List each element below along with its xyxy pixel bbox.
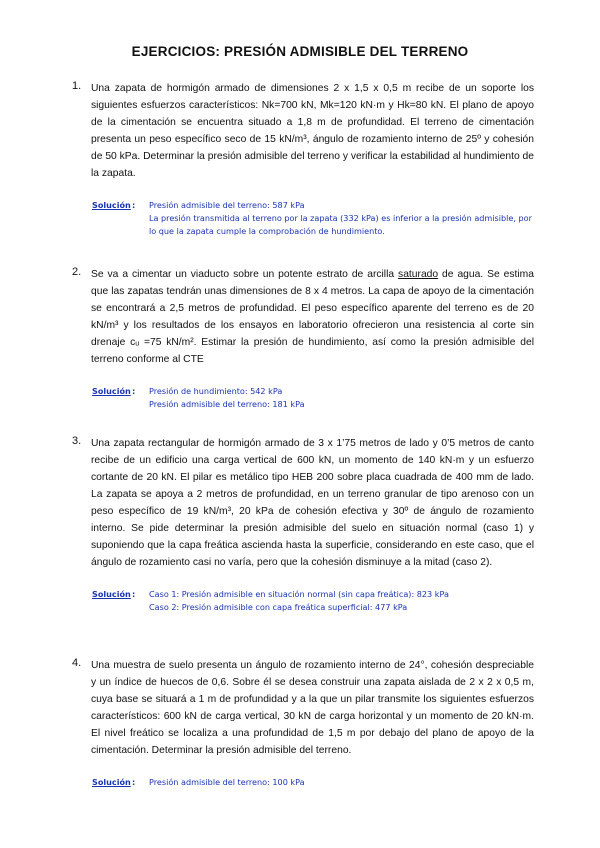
solution-line: Presión admisible del terreno: 587 kPa — [149, 200, 305, 210]
solution-colon: : — [132, 777, 136, 787]
solution-line: Presión admisible del terreno: 100 kPa — [149, 777, 305, 787]
exercise-number: 3. — [72, 435, 82, 447]
solution-colon: : — [132, 589, 136, 599]
exercise-2 — [72, 266, 534, 411]
solution-line: Presión admisible del terreno: 181 kPa — [149, 399, 305, 410]
underlined-word: saturado — [398, 269, 439, 280]
exercise-statement: Una zapata de hormigón armado de dimensiones 2 x 1,5 x 0,5 m recibe de un soporte los siguientes esfuerzos característicos: Nk=700 kN, Mk=120 kN·m y Hk=80 kN. El plano de apoyo de la cimentación se encuentra situado a 1,8 m de profundidad. El terreno de cimentación presenta un peso específico seco de 15 kN/m³, ángulo de rozamiento interno de 25º y cohesión de 50 kPa. Determinar la presión admisible del terreno y verificar la estabilidad al hundimiento de la zapata. — [91, 83, 535, 179]
statement-part: de agua. Se estima que las zapatas tendrán unas dimensiones de 8 x 4 metros. La capa de apoyo de la cimentación se encontrará a 2,5 metros de profundidad. El peso específico aparente del terreno es de 20 kN/m³ y los resultados de los ensayos en laboratorio ofrecieron una resistencia al corte sin drenaje cᵤ =75 kN/m². Estimar la presión de hundimiento, así como la presión admisible del terreno conforme al CTE — [91, 269, 534, 365]
solution-block — [92, 776, 534, 789]
statement-part: Se va a cimentar un viaducto sobre un potente estrato de arcilla — [91, 269, 399, 280]
exercise-1 — [72, 80, 534, 239]
solution-label: Solución — [92, 777, 131, 787]
exercise-number: 4. — [72, 657, 82, 669]
exercise-4 — [72, 657, 534, 789]
page-title: EJERCICIOS: PRESIÓN ADMISIBLE DEL TERRENO — [131, 44, 469, 59]
exercise-3 — [72, 435, 534, 614]
solution-block — [92, 385, 534, 411]
solution-label: Solución — [92, 200, 131, 210]
solution-block — [92, 588, 534, 614]
solution-line: La presión transmitida al terreno por la zapata (332 kPa) es inferior a la presión admisible, por lo que la zapata cumple la comprobación de hundimiento. — [149, 213, 532, 237]
solution-label: Solución — [92, 589, 131, 599]
solution-colon: : — [132, 200, 136, 210]
solution-label: Solución — [92, 386, 131, 396]
exercise-statement: Una zapata rectangular de hormigón armado de 3 x 1’75 metros de lado y 0’5 metros de canto recibe de un edificio una carga vertical de 600 kN, un momento de 140 kN·m y un esfuerzo cortante de 20 kN. El pilar es metálico tipo HEB 200 sobre placa cuadrada de 400 mm de lado. La zapata se apoya a 2 metros de profundidad, en un terreno granular de tipo arenoso con un peso específico de 19 kN/m³, 20 kPa de cohesión efectiva y 30º de ángulo de rozamiento interno. Se pide determinar la presión admisible del suelo en situación normal (caso 1) y suponiendo que la capa freática ascienda hasta la superficie, considerando en este caso, que el ángulo de rozamiento casi no varía, pero que la cohesión disminuye a la mitad (caso 2). — [91, 438, 534, 568]
exercise-number: 2. — [72, 266, 82, 278]
solution-line: Presión de hundimiento: 542 kPa — [149, 386, 283, 396]
exercise-statement: Una muestra de suelo presenta un ángulo de rozamiento interno de 24°, cohesión despreciable y un índice de huecos de 0,6. Sobre él se desea construir una zapata aislada de 2 x 2 x 0,5 m, cuya base se situará a 1 m de profundidad y a la que un pilar transmite los siguientes esfuerzos característicos: 600 kN de carga vertical, 30 kN de carga horizontal y un momento de 20 kN·m. El nivel freático se localiza a una profundidad de 1,5 m por debajo del plano de apoyo de la cimentación. Determinar la presión admisible del terreno. — [91, 660, 534, 756]
exercise-number: 1. — [72, 80, 82, 92]
solution-line: Caso 2: Presión admisible con capa freática superficial: 477 kPa — [149, 602, 408, 613]
exercise-statement — [91, 266, 534, 368]
solution-colon: : — [132, 386, 136, 396]
solution-block — [92, 199, 534, 239]
solution-line: Caso 1: Presión admisible en situación normal (sin capa freática): 823 kPa — [149, 589, 449, 599]
